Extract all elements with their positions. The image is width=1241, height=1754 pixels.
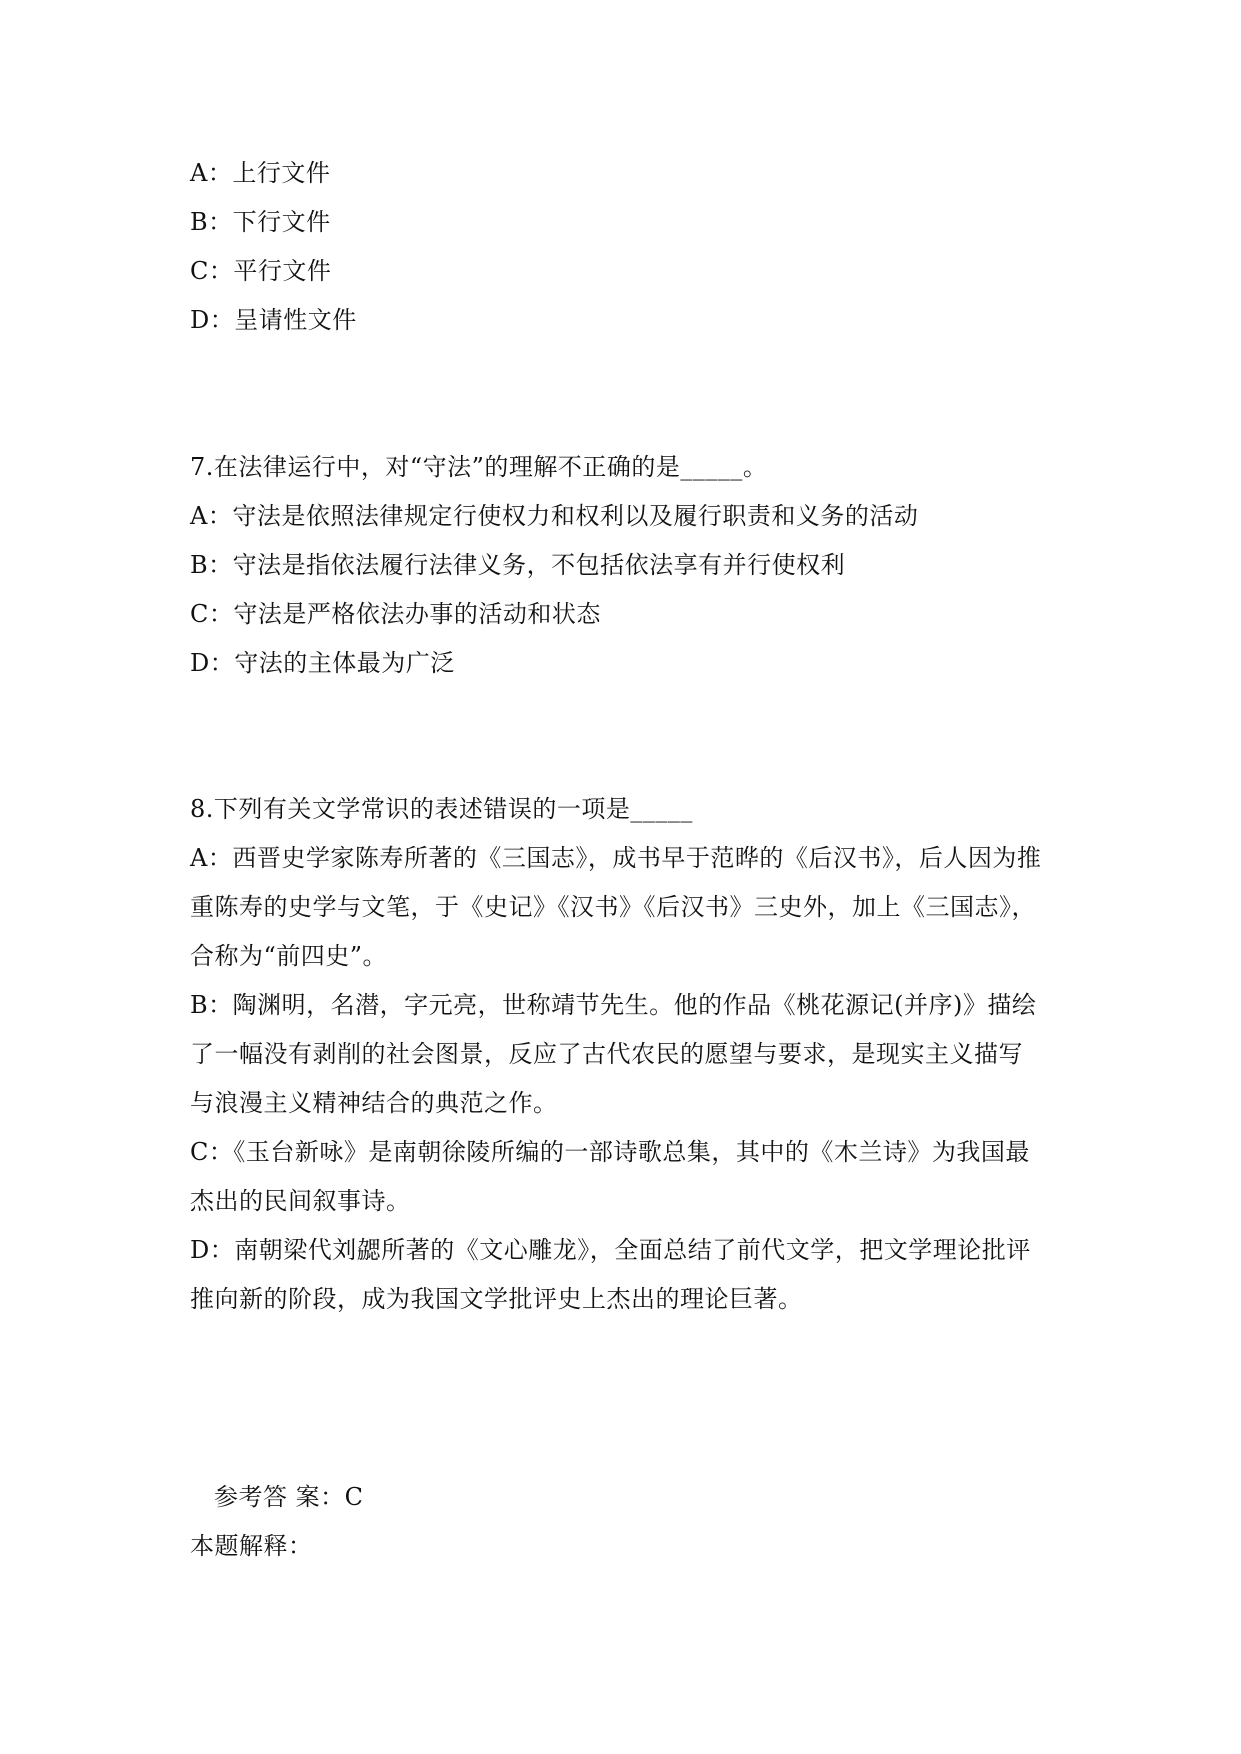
q7-option-d: D：守法的主体最为广泛 [190,649,455,677]
answer-label: 参考答 案：C [214,1483,364,1511]
explanation-label: 本题解释： [190,1532,313,1560]
q8-stem: 8.下列有关文学常识的表述错误的一项是_____ [190,795,693,823]
q7-stem: 7.在法律运行中，对“守法”的理解不正确的是_____。 [190,453,768,481]
q8-option-d-line-1: D：南朝梁代刘勰所著的《文心雕龙》，全面总结了前代文学，把文学理论批评 [190,1236,1031,1264]
q8-option-c-line-1: C：《玉台新咏》是南朝徐陵所编的一部诗歌总集，其中的《木兰诗》为我国最 [190,1138,1030,1166]
q6-option-c: C：平行文件 [190,257,332,285]
q8-option-c-line-2: 杰出的民间叙事诗。 [190,1187,411,1215]
q8-option-a-line-1: A：西晋史学家陈寿所著的《三国志》，成书早于范晔的《后汉书》，后人因为推 [190,844,1042,872]
q8-option-a-line-2: 重陈寿的史学与文笔，于《史记》《汉书》《后汉书》三史外，加上《三国志》， [190,893,1036,921]
q8-option-a-line-3: 合称为“前四史”。 [190,942,388,970]
q8-option-b-line-1: B：陶渊明，名潜，字元亮，世称靖节先生。他的作品《桃花源记(并序)》描绘 [190,991,1037,1019]
q7-option-b: B：守法是指依法履行法律义务，不包括依法享有并行使权利 [190,551,846,579]
q6-option-d: D：呈请性文件 [190,306,357,334]
q8-option-b-line-3: 与浪漫主义精神结合的典范之作。 [190,1089,558,1117]
q8-option-b-line-2: 了一幅没有剥削的社会图景，反应了古代农民的愿望与要求，是现实主义描写 [190,1040,1023,1068]
q7-option-a: A：守法是依照法律规定行使权力和权利以及履行职责和义务的活动 [190,502,919,530]
q8-option-d-line-2: 推向新的阶段，成为我国文学批评史上杰出的理论巨著。 [190,1285,803,1313]
q6-option-a: A：上行文件 [190,159,331,187]
q6-option-b: B：下行文件 [190,208,331,236]
q7-option-c: C：守法是严格依法办事的活动和状态 [190,600,601,628]
